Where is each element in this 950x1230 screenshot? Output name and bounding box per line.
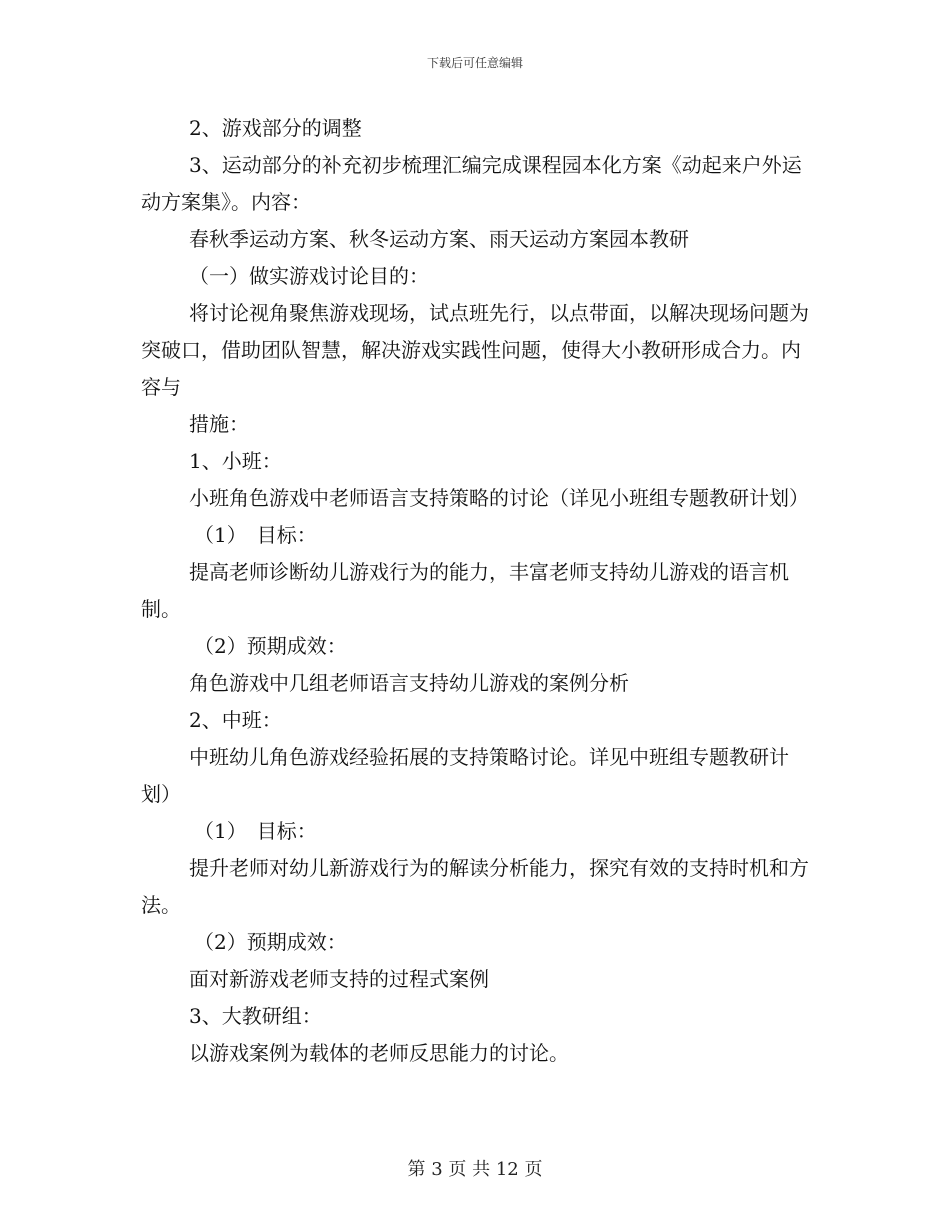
- paragraph: 春秋季运动方案、秋冬运动方案、雨天运动方案园本教研: [189, 227, 689, 251]
- paragraph: 3、运动部分的补充初步梳理汇编完成课程园本化方案《动起来户外运动方案集》。内容：: [141, 153, 802, 214]
- paragraph: 提高老师诊断幼儿游戏行为的能力，丰富老师支持幼儿游戏的语言机制。: [141, 560, 789, 621]
- paragraph: 角色游戏中几组老师语言支持幼儿游戏的案例分析: [189, 671, 629, 695]
- subheading: 1、小班：: [189, 449, 282, 473]
- subheading: （1） 目标：: [194, 523, 317, 547]
- subheading: （2）预期成效：: [194, 930, 347, 954]
- page-footer: 第 3 页 共 12 页: [407, 1159, 543, 1180]
- subheading: 3、大教研组：: [189, 1004, 322, 1028]
- paragraph: 2、游戏部分的调整: [189, 116, 362, 140]
- paragraph: 小班角色游戏中老师语言支持策略的讨论（详见小班组专题教研计划）: [189, 486, 809, 510]
- body-text: [141, 110, 811, 1072]
- paragraph: 将讨论视角聚焦游戏现场，试点班先行，以点带面，以解决现场问题为突破口，借助团队智慧，解决游戏实践性问题，使得大小教研形成合力。内容与: [141, 301, 809, 399]
- subheading: （2）预期成效：: [194, 634, 347, 658]
- page-header: 下载后可任意编辑: [426, 56, 523, 70]
- paragraph: 措施：: [189, 412, 249, 436]
- paragraph: 提升老师对幼儿新游戏行为的解读分析能力，探究有效的支持时机和方法。: [141, 856, 809, 917]
- paragraph: 中班幼儿角色游戏经验拓展的支持策略讨论。详见中班组专题教研计划）: [141, 745, 789, 806]
- paragraph: 以游戏案例为载体的老师反思能力的讨论。: [189, 1041, 569, 1065]
- paragraph: 面对新游戏老师支持的过程式案例: [189, 967, 489, 991]
- section-heading: （一）做实游戏讨论目的：: [189, 264, 429, 288]
- subheading: （1） 目标：: [194, 819, 317, 843]
- subheading: 2、中班：: [189, 708, 282, 732]
